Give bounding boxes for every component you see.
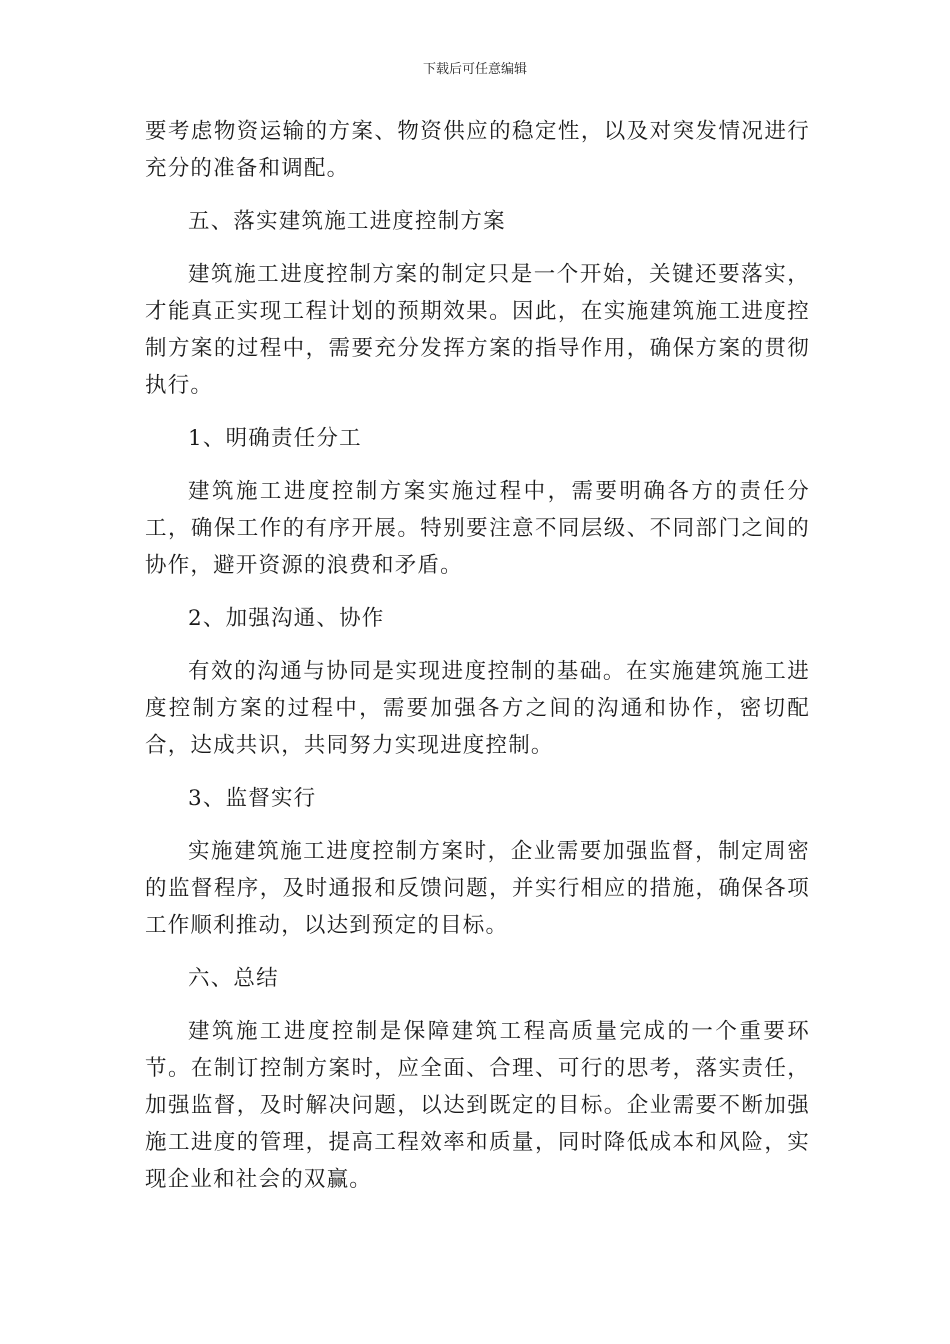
paragraph: 建筑施工进度控制是保障建筑工程高质量完成的一个重要环节。在制订控制方案时，应全面、合理、可行的思考，落实责任，加强监督，及时解决问题，以达到既定的目标。企业需要不断加强施工进度的管理，提高工程效率和质量，同时降低成本和风险，实现企业和社会的双赢。 (145, 1019, 810, 1192)
subsection-heading-1: 1、明确责任分工 (188, 426, 362, 451)
subsection-heading-3: 3、监督实行 (188, 786, 317, 811)
section-heading-6: 六、总结 (188, 966, 279, 991)
subsection-heading-2: 2、加强沟通、协作 (188, 606, 385, 631)
paragraph: 有效的沟通与协同是实现进度控制的基础。在实施建筑施工进度控制方案的过程中，需要加强各方之间的沟通和协作，密切配合，达成共识，共同努力实现进度控制。 (145, 659, 810, 758)
paragraph: 建筑施工进度控制方案实施过程中，需要明确各方的责任分工，确保工作的有序开展。特别要注意不同层级、不同部门之间的协作，避开资源的浪费和矛盾。 (145, 479, 810, 578)
section-heading-5: 五、落实建筑施工进度控制方案 (188, 209, 506, 234)
paragraph: 实施建筑施工进度控制方案时，企业需要加强监督，制定周密的监督程序，及时通报和反馈问题，并实行相应的措施，确保各项工作顺利推动，以达到预定的目标。 (145, 839, 810, 938)
document-body (145, 113, 810, 1198)
paragraph-continuation: 要考虑物资运输的方案、物资供应的稳定性，以及对突发情况进行充分的准备和调配。 (145, 119, 810, 181)
paragraph: 建筑施工进度控制方案的制定只是一个开始，关键还要落实，才能真正实现工程计划的预期效果。因此，在实施建筑施工进度控制方案的过程中，需要充分发挥方案的指导作用，确保方案的贯彻执行。 (145, 262, 810, 398)
page-header: 下载后可任意编辑 (422, 62, 527, 77)
